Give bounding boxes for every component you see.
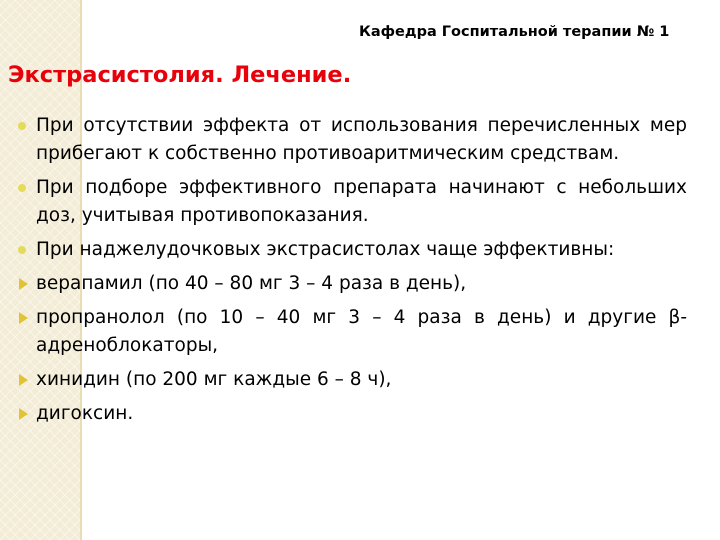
arrow-bullet-icon [16, 270, 36, 298]
list-item [16, 400, 687, 428]
list-item-text: пропранолол (по 10 – 40 мг 3 – 4 раза в день) и другие β-адреноблокаторы, [36, 307, 687, 356]
arrow-bullet-icon [16, 304, 36, 332]
arrow-bullet-icon [16, 400, 36, 428]
list-item-text: При наджелудочковых экстрасистолах чаще эффективны: [36, 239, 615, 260]
list-item [16, 304, 687, 360]
list-item [16, 236, 687, 264]
list-item-text: верапамил (по 40 – 80 мг 3 – 4 раза в день), [36, 273, 467, 294]
slide-title: Экстрасистолия. Лечение. [8, 62, 352, 88]
round-bullet-icon [16, 112, 36, 140]
list-item [16, 366, 687, 394]
round-bullet-icon [16, 236, 36, 264]
list-item-text: хинидин (по 200 мг каждые 6 – 8 ч), [36, 369, 392, 390]
list-item [16, 174, 687, 230]
department-label: Кафедра Госпитальной терапии № 1 [359, 24, 670, 40]
list-item [16, 270, 687, 298]
bullet-list [16, 112, 687, 434]
list-item-text: При подборе эффективного препарата начинают с небольших доз, учитывая противопоказания. [36, 177, 687, 226]
round-bullet-icon [16, 174, 36, 202]
list-item-text: дигоксин. [36, 403, 134, 424]
arrow-bullet-icon [16, 366, 36, 394]
list-item [16, 112, 687, 168]
list-item-text: При отсутствии эффекта от использования перечисленных мер прибегают к собственно противоаритмическим средствам. [36, 115, 687, 164]
